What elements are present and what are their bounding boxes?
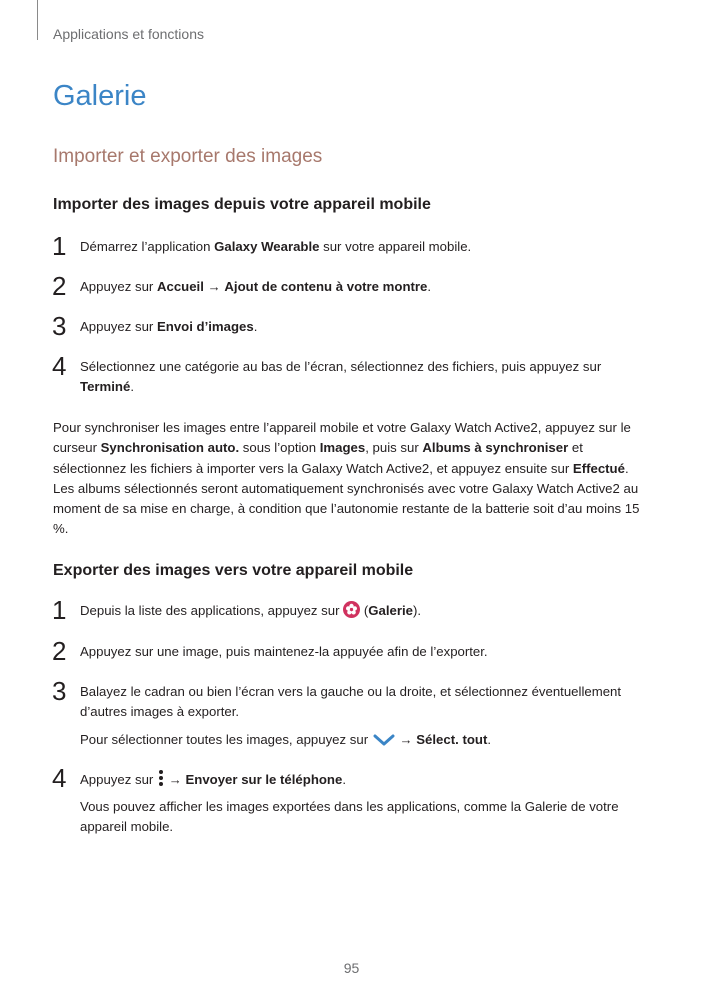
import-step-1: 1 Démarrez l’application Galaxy Wearable sur votre appareil mobile.	[52, 231, 472, 261]
step-number: 4	[52, 351, 67, 381]
page-number: 95	[343, 960, 360, 976]
section-title: Importer et exporter des images	[53, 146, 323, 167]
step-number: 2	[52, 636, 67, 666]
step-number: 3	[52, 311, 67, 341]
step-number: 4	[52, 763, 67, 793]
select-all-note: Pour sélectionner toutes les images, appuyez sur → Sélect. tout.	[80, 730, 650, 753]
step-number: 3	[52, 676, 67, 706]
step-number: 1	[52, 595, 67, 625]
sync-paragraph: Pour synchroniser les images entre l’appareil mobile et votre Galaxy Watch Active2, appuyez sur le curseur Synchronisation auto. sous l’option Images, puis sur Albums à synchroniser et sélectionnez les fichiers à importer vers la Galaxy Watch Active2, et appuyez ensuite sur Effectué. Les albums sélectionnés seront automatiquement synchronisés avec votre Galaxy Watch Active2 au moment de sa mise en charge, à condition que l’autonomie restante de la batterie soit d’au moins 15 %.	[53, 420, 640, 537]
export-note: Vous pouvez afficher les images exportées dans les applications, comme la Galerie de votre appareil mobile.	[80, 799, 619, 834]
header-rule	[37, 0, 38, 40]
export-step-3: 3 Balayez le cadran ou bien l’écran vers la gauche ou la droite, et sélectionnez éventuellement d’autres images à exporter.	[52, 676, 622, 719]
more-vertical-icon	[157, 769, 165, 793]
chevron-down-icon	[372, 733, 396, 753]
gallery-flower-icon	[343, 601, 360, 624]
page-title: Galerie	[53, 80, 147, 112]
export-step-2: 2 Appuyez sur une image, puis maintenez-la appuyée afin de l’exporter.	[52, 636, 488, 666]
import-step-2: 2 Appuyez sur Accueil → Ajout de contenu à votre montre.	[52, 271, 432, 301]
step-number: 1	[52, 231, 67, 261]
import-step-4: 4 Sélectionnez une catégorie au bas de l’écran, sélectionnez des fichiers, puis appuyez sur Terminé.	[52, 351, 602, 394]
import-heading: Importer des images depuis votre appareil mobile	[53, 196, 431, 213]
export-step-4: 4 Appuyez sur → Envoyer sur le téléphone.	[52, 763, 346, 793]
export-step-1: 1 Depuis la liste des applications, appuyez sur (Galerie).	[52, 595, 422, 625]
export-heading: Exporter des images vers votre appareil mobile	[53, 562, 414, 579]
running-head: Applications et fonctions	[53, 26, 204, 42]
import-step-3: 3 Appuyez sur Envoi d’images.	[52, 311, 258, 341]
step-number: 2	[52, 271, 67, 301]
